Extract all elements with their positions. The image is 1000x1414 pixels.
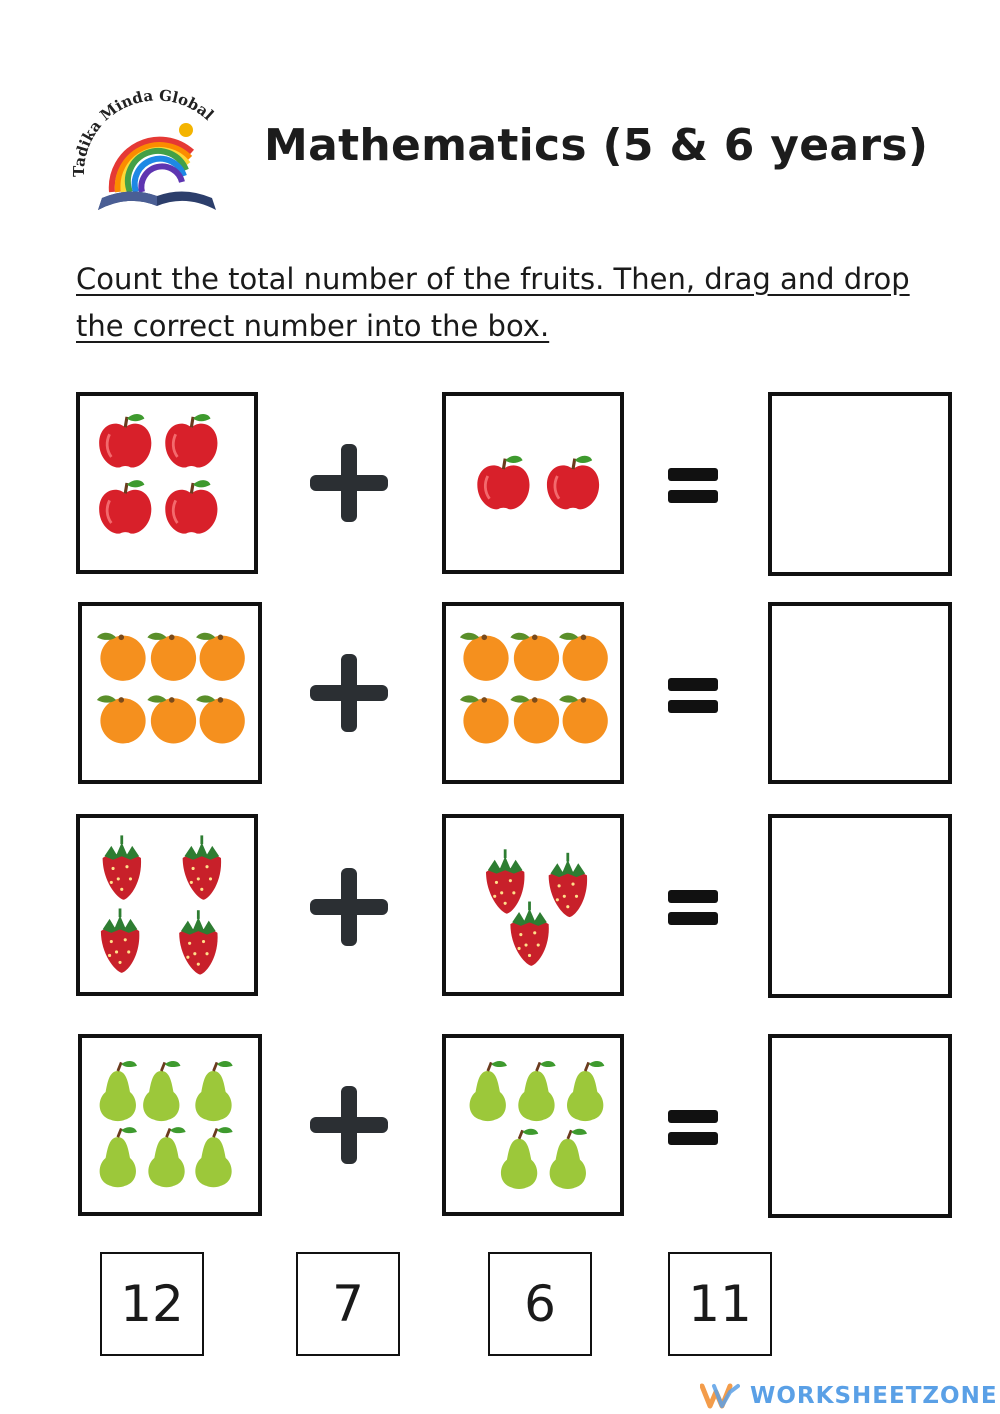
pear-group (82, 1038, 258, 1212)
orange-icon (510, 633, 559, 681)
pear-icon (195, 1061, 232, 1121)
plus-icon (306, 440, 392, 530)
left-fruit-box-2 (78, 602, 262, 784)
apple-group (446, 396, 620, 570)
apple-icon (165, 414, 217, 468)
orange-icon (559, 695, 608, 743)
orange-icon (460, 695, 509, 743)
orange-icon (196, 695, 245, 743)
footer-brand (700, 1378, 1000, 1414)
plus-icon (306, 864, 392, 954)
answer-drop-box-4[interactable] (768, 1034, 952, 1218)
strawberry-icon (183, 835, 221, 899)
sun-icon (179, 123, 193, 137)
left-fruit-box-1 (76, 392, 258, 574)
strawberry-group (80, 818, 254, 992)
orange-icon (97, 695, 146, 743)
number-tile-7[interactable]: 7 (296, 1252, 400, 1356)
strawberry-icon (101, 908, 139, 972)
strawberry-group (446, 818, 620, 992)
equals-icon (666, 1106, 720, 1154)
equals-icon (666, 674, 720, 722)
page-title: Mathematics (5 & 6 years) (264, 120, 929, 171)
answer-drop-box-2[interactable] (768, 602, 952, 784)
pear-icon (100, 1061, 137, 1121)
orange-icon (97, 633, 146, 681)
apple-icon (99, 480, 151, 534)
apple-icon (477, 456, 529, 510)
orange-icon (510, 695, 559, 743)
answer-drop-box-3[interactable] (768, 814, 952, 998)
strawberry-icon (486, 849, 524, 913)
pear-icon (195, 1127, 232, 1187)
orange-icon (196, 633, 245, 681)
pear-icon (148, 1127, 185, 1187)
answer-drop-box-1[interactable] (768, 392, 952, 576)
pear-icon (100, 1127, 137, 1187)
right-fruit-box-3 (442, 814, 624, 996)
number-tile-6[interactable]: 6 (488, 1252, 592, 1356)
strawberry-icon (549, 853, 587, 917)
pear-icon (501, 1129, 538, 1189)
strawberry-icon (510, 902, 548, 966)
instruction-text: Count the total number of the fruits. Then, drag and drop the correct number into the box. (76, 262, 910, 343)
equals-icon (666, 886, 720, 934)
apple-icon (547, 456, 599, 510)
orange-icon (147, 633, 196, 681)
logo-text: adika Minda Global (72, 86, 218, 168)
apple-icon (99, 414, 151, 468)
right-fruit-box-1 (442, 392, 624, 574)
strawberry-icon (103, 835, 141, 899)
pear-group (446, 1038, 620, 1212)
pear-icon (143, 1061, 180, 1121)
worksheetzone-logo-icon (700, 1383, 740, 1409)
orange-group (82, 606, 258, 780)
orange-group (446, 606, 620, 780)
pear-icon (470, 1061, 507, 1121)
book-icon (98, 191, 216, 210)
left-fruit-box-3 (76, 814, 258, 996)
strawberry-icon (179, 910, 217, 974)
orange-icon (147, 695, 196, 743)
left-fruit-box-4 (78, 1034, 262, 1216)
pear-icon (550, 1129, 587, 1189)
plus-icon (306, 650, 392, 740)
pear-icon (518, 1061, 555, 1121)
equals-icon (666, 464, 720, 512)
number-tile-12[interactable]: 12 (100, 1252, 204, 1356)
right-fruit-box-2 (442, 602, 624, 784)
rainbow-icon (112, 140, 192, 192)
number-tile-11[interactable]: 11 (668, 1252, 772, 1356)
orange-icon (460, 633, 509, 681)
apple-group (80, 396, 254, 570)
orange-icon (559, 633, 608, 681)
apple-icon (165, 480, 217, 534)
plus-icon (306, 1082, 392, 1172)
pear-icon (567, 1061, 604, 1121)
right-fruit-box-4 (442, 1034, 624, 1216)
footer-brand-text: WORKSHEETZONE (750, 1383, 998, 1409)
school-logo (72, 82, 242, 222)
